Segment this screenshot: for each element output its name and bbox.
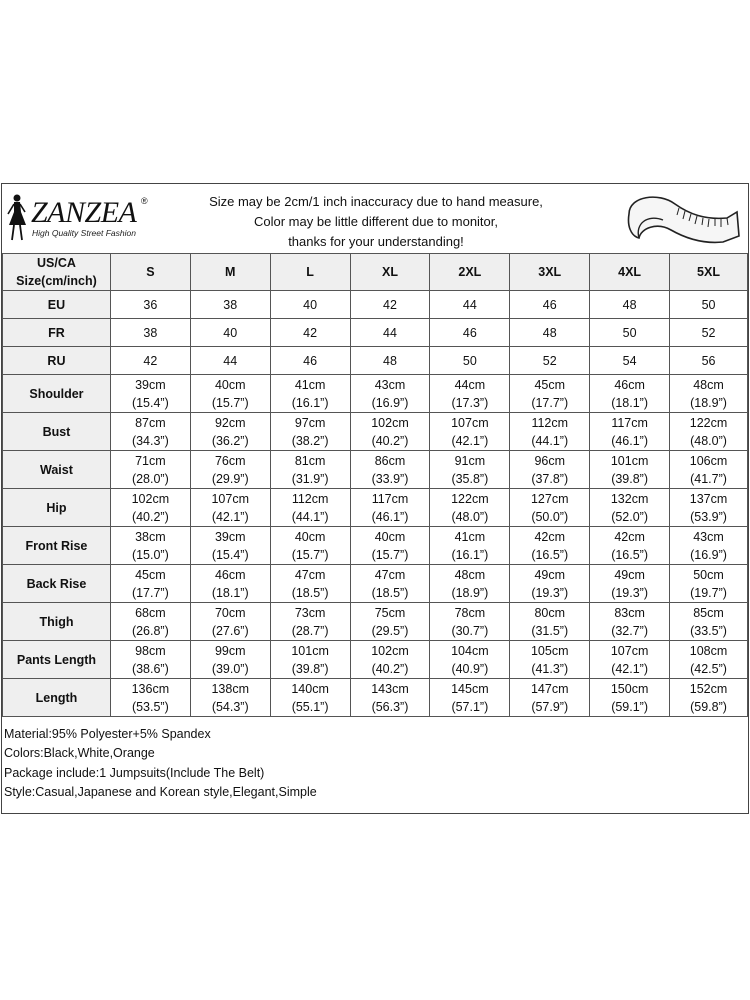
cm-value: 92cm bbox=[214, 415, 246, 430]
inch-value: (54.3”) bbox=[211, 699, 249, 714]
row-label: EU bbox=[3, 291, 111, 319]
inch-value: (28.0”) bbox=[131, 471, 169, 486]
inch-value: (40.2”) bbox=[371, 661, 409, 676]
inch-value: (56.3”) bbox=[371, 699, 409, 714]
size-value-cell: 48 bbox=[350, 347, 430, 375]
inch-value: (55.1”) bbox=[291, 699, 329, 714]
inch-value: (53.9”) bbox=[690, 509, 727, 524]
cm-value: 140cm bbox=[291, 681, 329, 696]
cm-value: 78cm bbox=[454, 605, 486, 620]
cm-value: 152cm bbox=[689, 681, 728, 696]
inch-value: (15.7”) bbox=[371, 547, 409, 562]
size-value-cell: 36 bbox=[110, 291, 190, 319]
table-row bbox=[3, 489, 748, 527]
cm-value: 76cm bbox=[214, 453, 246, 468]
table-row bbox=[3, 679, 748, 717]
size-header-cell: M bbox=[190, 254, 270, 291]
size-value-cell: 42 bbox=[270, 319, 350, 347]
cm-value: 46cm bbox=[214, 567, 246, 582]
cm-value: 48cm bbox=[693, 377, 724, 392]
cm-value: 104cm bbox=[451, 643, 489, 658]
size-value-cell: 50 bbox=[430, 347, 510, 375]
inch-value: (18.9”) bbox=[451, 585, 489, 600]
cm-value: 98cm bbox=[135, 643, 166, 658]
measure-cell bbox=[190, 641, 270, 679]
measure-cell bbox=[270, 603, 350, 641]
inch-value: (15.4”) bbox=[211, 547, 249, 562]
cm-value: 143cm bbox=[371, 681, 409, 696]
corner-label: US/CA bbox=[37, 256, 76, 270]
size-value-cell: 46 bbox=[510, 291, 590, 319]
cm-value: 99cm bbox=[214, 643, 246, 658]
measure-cell bbox=[430, 451, 510, 489]
cm-value: 127cm bbox=[530, 491, 569, 506]
cm-value: 73cm bbox=[294, 605, 326, 620]
cm-value: 45cm bbox=[135, 567, 166, 582]
inch-value: (17.7”) bbox=[531, 395, 569, 410]
measure-cell bbox=[590, 413, 670, 451]
cm-value: 43cm bbox=[693, 529, 724, 544]
measure-cell bbox=[430, 489, 510, 527]
cm-value: 150cm bbox=[610, 681, 649, 696]
inch-value: (38.2”) bbox=[291, 433, 329, 448]
cm-value: 97cm bbox=[294, 415, 326, 430]
brand-tagline: High Quality Street Fashion bbox=[32, 228, 136, 238]
measure-cell bbox=[350, 451, 430, 489]
cm-value: 105cm bbox=[530, 643, 569, 658]
measure-cell bbox=[270, 375, 350, 413]
table-row bbox=[3, 375, 748, 413]
inch-value: (15.4”) bbox=[131, 395, 169, 410]
cm-value: 117cm bbox=[371, 491, 409, 506]
cm-value: 39cm bbox=[214, 529, 246, 544]
measure-cell bbox=[670, 679, 748, 717]
measure-cell bbox=[430, 603, 510, 641]
size-value-cell: 38 bbox=[110, 319, 190, 347]
measure-cell bbox=[350, 603, 430, 641]
cm-value: 102cm bbox=[131, 491, 170, 506]
measure-notice bbox=[172, 192, 580, 252]
cm-value: 39cm bbox=[135, 377, 166, 392]
inch-value: (31.5”) bbox=[531, 623, 569, 638]
row-label: Waist bbox=[3, 451, 111, 489]
table-row bbox=[3, 413, 748, 451]
measure-cell bbox=[670, 603, 748, 641]
inch-value: (41.7”) bbox=[690, 471, 727, 486]
inch-value: (16.5”) bbox=[611, 547, 649, 562]
cm-value: 136cm bbox=[131, 681, 170, 696]
cm-value: 38cm bbox=[135, 529, 166, 544]
measure-cell bbox=[510, 565, 590, 603]
inch-value: (31.9”) bbox=[291, 471, 329, 486]
registered-mark: ® bbox=[141, 196, 148, 206]
measure-cell bbox=[350, 679, 430, 717]
row-label: Front Rise bbox=[3, 527, 111, 565]
table-row bbox=[3, 641, 748, 679]
row-label: RU bbox=[3, 347, 111, 375]
cm-value: 107cm bbox=[211, 491, 249, 506]
inch-value: (42.5”) bbox=[690, 661, 727, 676]
size-value-cell: 42 bbox=[350, 291, 430, 319]
measure-cell bbox=[270, 451, 350, 489]
row-label: Back Rise bbox=[3, 565, 111, 603]
cm-value: 44cm bbox=[454, 377, 486, 392]
measure-cell bbox=[510, 489, 590, 527]
table-row bbox=[3, 291, 748, 319]
measure-cell bbox=[350, 375, 430, 413]
cm-value: 48cm bbox=[454, 567, 486, 582]
measure-cell bbox=[670, 565, 748, 603]
size-header-cell: 4XL bbox=[590, 254, 670, 291]
inch-value: (27.6”) bbox=[211, 623, 249, 638]
size-chart bbox=[1, 183, 749, 814]
inch-value: (39.0”) bbox=[211, 661, 249, 676]
size-value-cell: 46 bbox=[270, 347, 350, 375]
cm-value: 86cm bbox=[374, 453, 406, 468]
inch-value: (57.9”) bbox=[531, 699, 569, 714]
cm-value: 147cm bbox=[530, 681, 569, 696]
table-row bbox=[3, 319, 748, 347]
model-silhouette-icon bbox=[5, 192, 31, 244]
table-row bbox=[3, 565, 748, 603]
cm-value: 106cm bbox=[689, 453, 728, 468]
measure-cell bbox=[590, 679, 670, 717]
inch-value: (16.9”) bbox=[371, 395, 409, 410]
cm-value: 122cm bbox=[689, 415, 728, 430]
inch-value: (37.8”) bbox=[531, 471, 569, 486]
inch-value: (19.3”) bbox=[611, 585, 649, 600]
measure-cell bbox=[590, 565, 670, 603]
inch-value: (50.0”) bbox=[531, 509, 569, 524]
size-value-cell: 50 bbox=[670, 291, 748, 319]
size-value-cell: 56 bbox=[670, 347, 748, 375]
cm-value: 45cm bbox=[534, 377, 566, 392]
measure-cell bbox=[590, 527, 670, 565]
measure-cell bbox=[430, 641, 510, 679]
size-header-cell: 5XL bbox=[670, 254, 748, 291]
measure-cell bbox=[110, 679, 190, 717]
measure-cell bbox=[350, 413, 430, 451]
cm-value: 42cm bbox=[534, 529, 566, 544]
size-value-cell: 40 bbox=[190, 319, 270, 347]
measure-cell bbox=[270, 565, 350, 603]
measure-cell bbox=[350, 565, 430, 603]
measure-cell bbox=[430, 565, 510, 603]
measure-cell bbox=[110, 451, 190, 489]
inch-value: (16.5”) bbox=[531, 547, 569, 562]
cm-value: 49cm bbox=[534, 567, 566, 582]
row-label: FR bbox=[3, 319, 111, 347]
measure-cell bbox=[110, 413, 190, 451]
inch-value: (59.1”) bbox=[611, 699, 649, 714]
size-value-cell: 44 bbox=[430, 291, 510, 319]
material-line: Material:95% Polyester+5% Spandex bbox=[4, 727, 211, 741]
cm-value: 145cm bbox=[451, 681, 489, 696]
inch-value: (18.1”) bbox=[211, 585, 249, 600]
notice-line: thanks for your understanding! bbox=[288, 234, 464, 249]
measure-cell bbox=[350, 527, 430, 565]
brand-name: ZANZEA bbox=[31, 196, 137, 229]
cm-value: 85cm bbox=[693, 605, 724, 620]
cm-value: 42cm bbox=[614, 529, 645, 544]
inch-value: (39.8”) bbox=[291, 661, 329, 676]
cm-value: 138cm bbox=[211, 681, 249, 696]
measure-cell bbox=[110, 565, 190, 603]
size-value-cell: 44 bbox=[190, 347, 270, 375]
cm-value: 107cm bbox=[451, 415, 489, 430]
inch-value: (41.3”) bbox=[531, 661, 569, 676]
chart-header bbox=[2, 184, 748, 254]
cm-value: 47cm bbox=[374, 567, 406, 582]
inch-value: (17.7”) bbox=[131, 585, 169, 600]
cm-value: 108cm bbox=[689, 643, 728, 658]
inch-value: (36.2”) bbox=[211, 433, 249, 448]
measure-cell bbox=[110, 375, 190, 413]
measure-cell bbox=[510, 527, 590, 565]
row-label: Length bbox=[3, 679, 111, 717]
cm-value: 80cm bbox=[534, 605, 566, 620]
measure-cell bbox=[430, 413, 510, 451]
row-label: Bust bbox=[3, 413, 111, 451]
row-label: Shoulder bbox=[3, 375, 111, 413]
inch-value: (40.2”) bbox=[131, 509, 169, 524]
inch-value: (46.1”) bbox=[371, 509, 409, 524]
inch-value: (16.9”) bbox=[690, 547, 727, 562]
inch-value: (35.8”) bbox=[451, 471, 489, 486]
measure-cell bbox=[190, 679, 270, 717]
cm-value: 50cm bbox=[693, 567, 724, 582]
cm-value: 47cm bbox=[294, 567, 326, 582]
measure-cell bbox=[670, 489, 748, 527]
notice-line: Size may be 2cm/1 inch inaccuracy due to hand measure, bbox=[209, 194, 543, 209]
cm-value: 75cm bbox=[374, 605, 406, 620]
inch-value: (18.9”) bbox=[690, 395, 727, 410]
table-row bbox=[3, 527, 748, 565]
package-line: Package include:1 Jumpsuits(Include The Belt) bbox=[4, 765, 265, 780]
inch-value: (34.3”) bbox=[131, 433, 169, 448]
measure-cell bbox=[590, 641, 670, 679]
cm-value: 41cm bbox=[454, 529, 486, 544]
size-value-cell: 50 bbox=[590, 319, 670, 347]
measure-cell bbox=[190, 451, 270, 489]
size-header-cell: 3XL bbox=[510, 254, 590, 291]
size-value-cell: 40 bbox=[270, 291, 350, 319]
inch-value: (18.5”) bbox=[371, 585, 409, 600]
measure-cell bbox=[670, 375, 748, 413]
inch-value: (33.9”) bbox=[371, 471, 409, 486]
inch-value: (29.5”) bbox=[371, 623, 409, 638]
measure-cell bbox=[190, 527, 270, 565]
inch-value: (29.9”) bbox=[211, 471, 249, 486]
size-value-cell: 44 bbox=[350, 319, 430, 347]
cm-value: 40cm bbox=[374, 529, 406, 544]
inch-value: (19.7”) bbox=[690, 585, 727, 600]
inch-value: (39.8”) bbox=[611, 471, 649, 486]
measure-cell bbox=[590, 375, 670, 413]
size-value-cell: 46 bbox=[430, 319, 510, 347]
corner-cell bbox=[3, 254, 111, 291]
measure-cell bbox=[670, 413, 748, 451]
inch-value: (59.8”) bbox=[690, 699, 727, 714]
inch-value: (48.0”) bbox=[451, 509, 489, 524]
measure-cell bbox=[270, 413, 350, 451]
cm-value: 43cm bbox=[374, 377, 406, 392]
measure-cell bbox=[190, 603, 270, 641]
cm-value: 71cm bbox=[135, 453, 166, 468]
size-value-cell: 48 bbox=[590, 291, 670, 319]
inch-value: (16.1”) bbox=[291, 395, 329, 410]
measure-cell bbox=[190, 375, 270, 413]
size-value-cell: 52 bbox=[670, 319, 748, 347]
cm-value: 122cm bbox=[451, 491, 489, 506]
inch-value: (15.0”) bbox=[131, 547, 169, 562]
size-value-cell: 54 bbox=[590, 347, 670, 375]
measure-cell bbox=[430, 527, 510, 565]
cm-value: 70cm bbox=[214, 605, 246, 620]
cm-value: 132cm bbox=[610, 491, 649, 506]
inch-value: (40.9”) bbox=[451, 661, 489, 676]
row-label: Pants Length bbox=[3, 641, 111, 679]
style-line: Style:Casual,Japanese and Korean style,Elegant,Simple bbox=[4, 784, 317, 799]
cm-value: 112cm bbox=[291, 491, 329, 506]
inch-value: (30.7”) bbox=[451, 623, 489, 638]
measure-cell bbox=[110, 489, 190, 527]
inch-value: (18.5”) bbox=[291, 585, 329, 600]
size-value-cell: 48 bbox=[510, 319, 590, 347]
cm-value: 83cm bbox=[614, 605, 645, 620]
inch-value: (42.1”) bbox=[611, 661, 649, 676]
measure-cell bbox=[270, 527, 350, 565]
row-label: Thigh bbox=[3, 603, 111, 641]
measure-cell bbox=[190, 565, 270, 603]
size-header-cell: XL bbox=[350, 254, 430, 291]
size-table bbox=[2, 253, 748, 717]
inch-value: (44.1”) bbox=[291, 509, 329, 524]
row-label: Hip bbox=[3, 489, 111, 527]
cm-value: 107cm bbox=[610, 643, 649, 658]
inch-value: (15.7”) bbox=[291, 547, 329, 562]
measure-cell bbox=[110, 527, 190, 565]
inch-value: (32.7”) bbox=[611, 623, 649, 638]
measure-cell bbox=[670, 527, 748, 565]
measure-cell bbox=[270, 489, 350, 527]
measure-cell bbox=[350, 489, 430, 527]
inch-value: (28.7”) bbox=[291, 623, 329, 638]
colors-line: Colors:Black,White,Orange bbox=[4, 746, 155, 761]
measure-cell bbox=[510, 641, 590, 679]
inch-value: (15.7”) bbox=[211, 395, 249, 410]
inch-value: (42.1”) bbox=[451, 433, 489, 448]
table-row bbox=[3, 347, 748, 375]
measuring-tape-icon bbox=[619, 184, 749, 252]
inch-value: (33.5”) bbox=[690, 623, 727, 638]
notice-line: Color may be little different due to monitor, bbox=[254, 214, 498, 229]
cm-value: 91cm bbox=[454, 453, 486, 468]
inch-value: (26.8”) bbox=[131, 623, 169, 638]
inch-value: (57.1”) bbox=[451, 699, 489, 714]
cm-value: 41cm bbox=[294, 377, 326, 392]
measure-cell bbox=[510, 413, 590, 451]
inch-value: (38.6”) bbox=[131, 661, 169, 676]
measure-cell bbox=[590, 603, 670, 641]
cm-value: 40cm bbox=[294, 529, 326, 544]
cm-value: 49cm bbox=[614, 567, 645, 582]
inch-value: (42.1”) bbox=[211, 509, 249, 524]
inch-value: (40.2”) bbox=[371, 433, 409, 448]
table-row bbox=[3, 451, 748, 489]
measure-cell bbox=[590, 489, 670, 527]
cm-value: 81cm bbox=[294, 453, 326, 468]
size-header-cell: 2XL bbox=[430, 254, 510, 291]
table-row bbox=[3, 603, 748, 641]
measure-cell bbox=[670, 641, 748, 679]
measure-cell bbox=[350, 641, 430, 679]
size-header-cell: L bbox=[270, 254, 350, 291]
measure-cell bbox=[510, 375, 590, 413]
inch-value: (46.1”) bbox=[611, 433, 649, 448]
inch-value: (48.0”) bbox=[690, 433, 727, 448]
corner-label: Size(cm/inch) bbox=[16, 274, 97, 288]
cm-value: 112cm bbox=[531, 415, 569, 430]
cm-value: 102cm bbox=[371, 643, 409, 658]
measure-cell bbox=[590, 451, 670, 489]
measure-cell bbox=[510, 679, 590, 717]
size-value-cell: 42 bbox=[110, 347, 190, 375]
measure-cell bbox=[110, 603, 190, 641]
size-value-cell: 38 bbox=[190, 291, 270, 319]
brand-logo bbox=[5, 192, 155, 244]
measure-cell bbox=[110, 641, 190, 679]
cm-value: 87cm bbox=[135, 415, 166, 430]
measure-cell bbox=[270, 641, 350, 679]
measure-cell bbox=[430, 375, 510, 413]
product-info bbox=[4, 725, 317, 802]
measure-cell bbox=[430, 679, 510, 717]
inch-value: (17.3”) bbox=[451, 395, 489, 410]
inch-value: (52.0”) bbox=[611, 509, 649, 524]
inch-value: (44.1”) bbox=[531, 433, 569, 448]
cm-value: 68cm bbox=[135, 605, 166, 620]
cm-value: 101cm bbox=[291, 643, 329, 658]
cm-value: 40cm bbox=[214, 377, 246, 392]
cm-value: 137cm bbox=[689, 491, 728, 506]
cm-value: 102cm bbox=[371, 415, 409, 430]
measure-cell bbox=[190, 489, 270, 527]
measure-cell bbox=[510, 451, 590, 489]
measure-cell bbox=[510, 603, 590, 641]
cm-value: 96cm bbox=[534, 453, 566, 468]
inch-value: (18.1”) bbox=[611, 395, 649, 410]
measure-cell bbox=[670, 451, 748, 489]
inch-value: (16.1”) bbox=[451, 547, 489, 562]
cm-value: 46cm bbox=[614, 377, 645, 392]
size-value-cell: 52 bbox=[510, 347, 590, 375]
cm-value: 101cm bbox=[610, 453, 649, 468]
inch-value: (19.3”) bbox=[531, 585, 569, 600]
measure-cell bbox=[190, 413, 270, 451]
inch-value: (53.5”) bbox=[131, 699, 169, 714]
cm-value: 117cm bbox=[611, 415, 648, 430]
measure-cell bbox=[270, 679, 350, 717]
size-header-row bbox=[3, 254, 748, 291]
size-header-cell: S bbox=[110, 254, 190, 291]
